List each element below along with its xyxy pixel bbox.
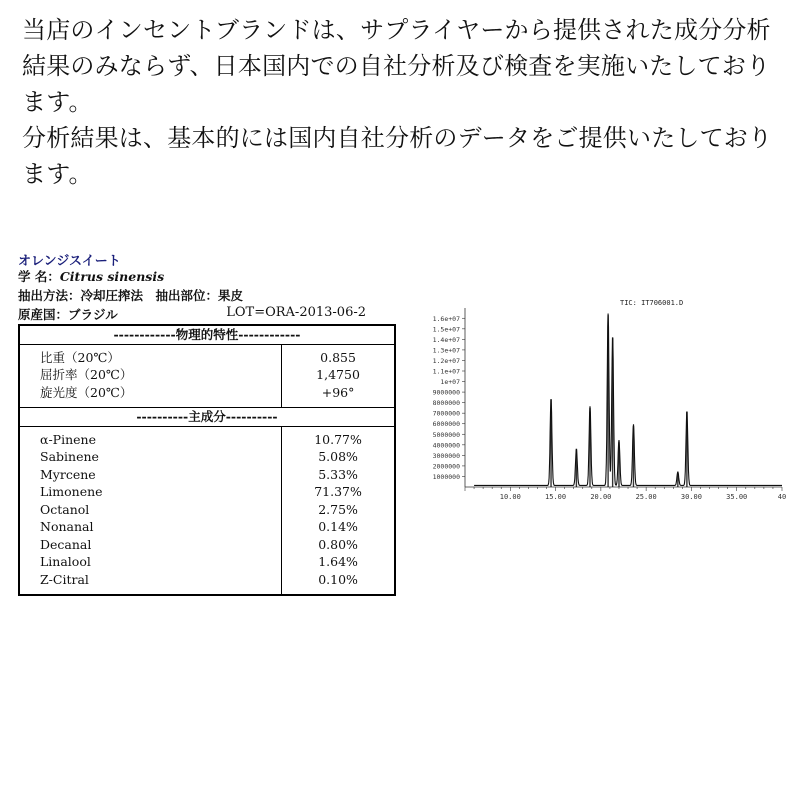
property-row [19,483,395,501]
chromatogram-trace [474,314,782,486]
property-name: α-Pinene [40,431,96,447]
property-name: 屈折率（20℃） [40,367,133,382]
intro-line: 当店のインセントブランドは、サプライヤーから提供された成分分析 [22,16,771,44]
x-axis [465,487,786,501]
property-row [19,344,395,366]
property-name: Myrcene [40,466,96,482]
property-row [19,553,395,571]
scientific-name-label: 学 名： [18,269,60,284]
property-value: 0.10% [282,571,395,596]
property-row [19,571,395,596]
peak-markers [551,315,687,487]
y-tick-label: 1.4e+07 [432,335,460,344]
y-tick-label: 1.2e+07 [432,356,460,365]
extraction-method: 抽出方法：冷却圧搾法 抽出部位：果皮 [18,288,244,303]
analysis-sheet [18,250,396,596]
y-tick-label: 3000000 [432,451,460,460]
property-row [19,384,395,408]
origin-row [18,305,396,324]
intro-line: ます。 [22,160,93,188]
origin: 原産国：ブラジル [18,307,118,322]
y-tick-label: 8000000 [432,399,460,408]
property-name: Z-Citral [40,571,89,587]
physical-heading: ------------物理的特性------------ [19,325,395,344]
y-axis [433,308,465,487]
property-value: 0.80% [282,536,395,554]
y-tick-label: 2000000 [432,462,460,471]
x-tick-label: 30.00 [680,493,702,501]
chromatogram-chart [410,295,790,505]
property-row [19,466,395,484]
property-row [19,536,395,554]
chart-title: TIC: IT706001.D [620,299,684,307]
y-tick-label: 1.1e+07 [432,367,460,376]
property-value: +96° [282,384,395,408]
property-value: 1,4750 [282,366,395,384]
property-row [19,501,395,519]
property-row [19,518,395,536]
property-value: 71.37% [282,483,395,501]
y-tick-label: 1.5e+07 [432,325,460,334]
property-name: Sabinene [40,449,99,464]
y-tick-label: 6000000 [432,420,460,429]
y-tick-label: 7000000 [432,409,460,418]
x-tick-label: 20.00 [590,493,612,501]
intro-text [22,12,792,192]
components-heading: ----------主成分---------- [19,408,395,427]
property-value: 5.33% [282,466,395,484]
properties-table [18,324,396,596]
property-value: 1.64% [282,553,395,571]
x-tick-label: 25.00 [635,493,657,501]
property-name: 比重（20℃） [40,349,120,365]
property-row [19,366,395,384]
property-value: 2.75% [282,501,395,519]
y-tick-label: 4000000 [432,441,460,450]
y-tick-label: 1000000 [432,472,460,481]
property-value: 10.77% [282,426,395,448]
property-name: Limonene [40,484,103,499]
y-tick-label: 1.6e+07 [432,314,460,323]
x-tick-label: 15.00 [545,493,567,501]
y-tick-label: 1e+07 [440,378,460,387]
property-name: Octanol [40,501,90,517]
scientific-name-row [18,267,396,286]
property-value: 0.14% [282,518,395,536]
scientific-name: Citrus sinensis [59,269,165,284]
y-tick-label: 9000000 [432,388,460,397]
lot-number: LOT=ORA-2013-06-2 [226,305,366,320]
intro-line: ます。 [22,88,93,116]
product-title: オレンジスイート [18,254,121,269]
property-value: 0.855 [282,344,395,366]
x-tick-label: 10.00 [499,493,521,501]
intro-line: 分析結果は、基本的には国内自社分析のデータをご提供いたしており [22,124,773,152]
property-row [19,426,395,448]
property-name: Decanal [40,536,92,552]
y-tick-label: 1.3e+07 [432,346,460,355]
property-row [19,448,395,466]
x-tick-label: 35.00 [726,493,748,501]
property-value: 5.08% [282,448,395,466]
property-name: Linalool [40,554,91,569]
y-tick-label: 5000000 [432,430,460,439]
property-name: Nonanal [40,519,94,534]
x-tick-label: 40 [777,493,787,501]
intro-line: 結果のみならず、日本国内での自社分析及び検査を実施いたしており [22,52,771,80]
property-name: 旋光度（20℃） [40,384,133,400]
